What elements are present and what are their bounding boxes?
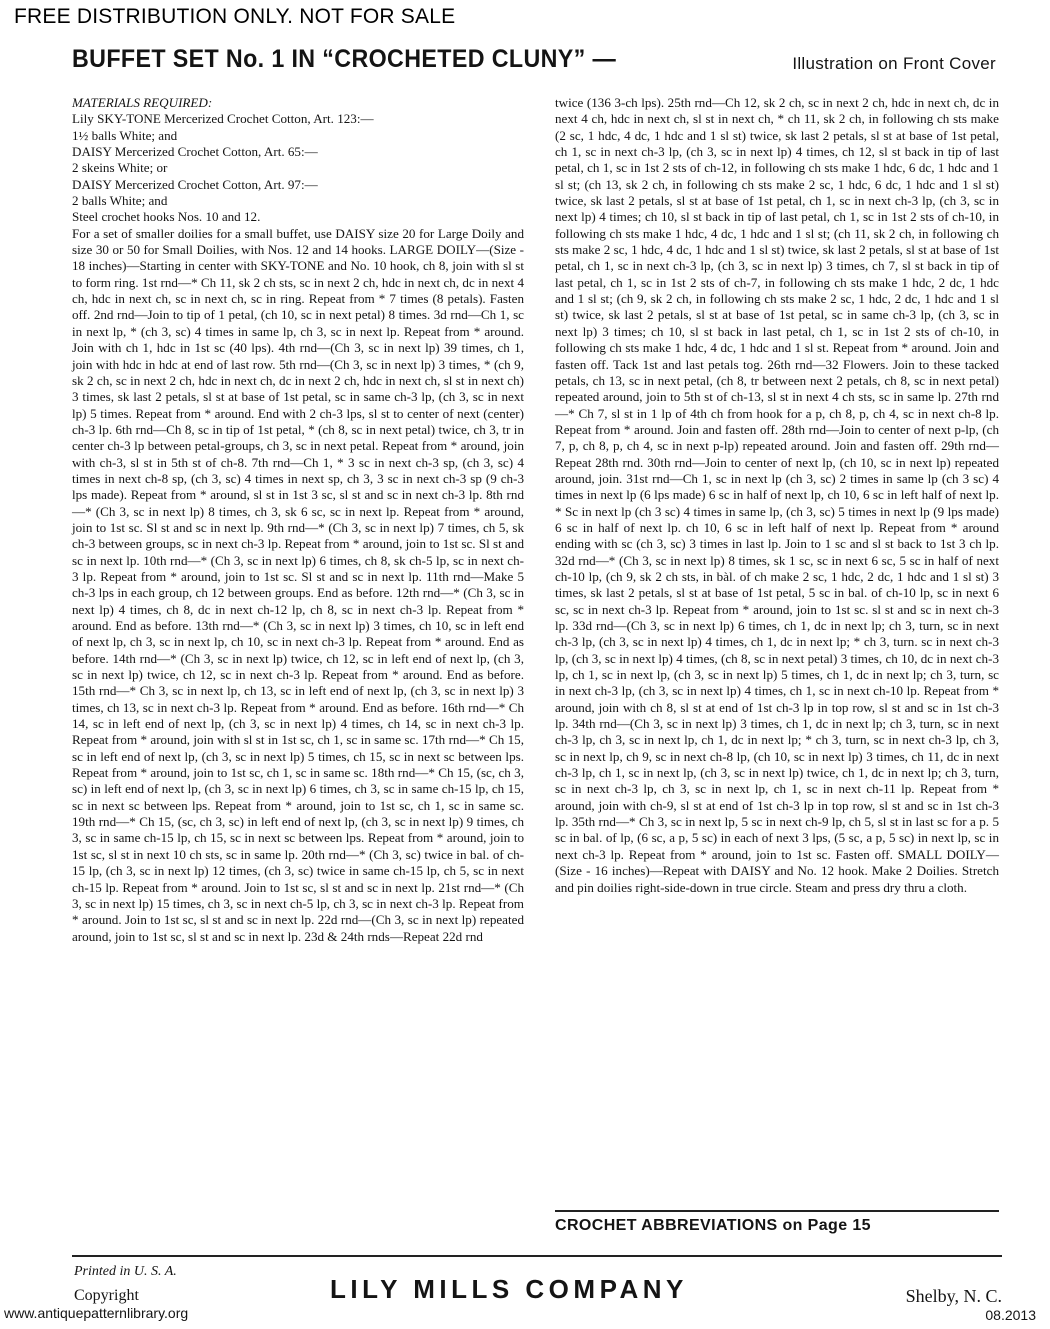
cover-note: Illustration on Front Cover [792, 54, 996, 73]
right-instructions: twice (136 3-ch lps). 25th rnd—Ch 12, sk 2 ch, sc in next 2 ch, hdc in next ch, dc in next 4 ch, hdc in next ch, sl st in next ch, * ch 11, sk 2 ch, in following ch sts make (2 sc, 1 hdc, 4 dc, 1 hdc and 1 sl st) twice, sk last 2 petals, sl st at base of 1st petal, ch 1, sc in next ch-3 lp, (ch 3, sc in next lp) 4 times, ch 12, sl st back in tip of last petal, ch 1, sc in 1st 2 sts of ch-12, in following ch sts make 1 hdc, 6 dc, 1 hdc and 1 sl st; (ch 13, sk 2 ch, in following ch sts make 2 sc, 1 hdc, 6 dc, 1 hdc and 1 sl st) twice, sk last 2 petals, sl st at base of 1st petal, ch 1, sc in next ch-3 lp, (ch 3, sc in next lp) 4 times; ch 10, sl st back in tip of last petal, ch 1, sc in 1st 2 sts of ch-10, in following ch sts make 1 hdc, 4 dc, 1 hdc and 1 sl st; (ch 11, sk 2 ch, in following ch sts make 2 sc, 1 hdc, 4 dc, 1 hdc and 1 sl st) twice, sk last 2 petals, sl st at base of 1st petal, ch 1, sc in next ch-3 lp, (ch 3, sc in next lp) 3 times, ch 7, sl st back in tip of last petal, ch 1, sc in 1st 2 sts of ch-7, in following ch sts make 1 hdc, 2 dc, 1 hdc and 1 sl st; (ch 9, sk 2 ch, in following ch sts make 2 sc, 1 hdc, 2 dc, 1 hdc and 1 sl st) twice, sk last 2 petals, sl st at base of 1st petal, sc in same ch-3 lp, (ch 3, sc in next lp) 3 times; ch 10, sl st back in last petal, ch 1, sc in 1st 2 sts of ch-10, in following ch sts make 1 hdc, 4 dc, 1 hdc and 1 sl st. Repeat from * around. Join and fasten off. Tack 1st and last petals tog. 26th rnd—32 Flowers. Join to these tacked petals, ch 13, sc in next petal, (ch 8, tr between next 2 petals, ch 8, sc in next petal) repeated around, join to 5th st of ch-13, sl st in next 4 ch sts, sc in same lp. 27th rnd—* Ch 7, sl st in 1 lp of 4th ch from hook for a p, ch 8, p, ch 4, sc in next ch-8 lp. Repeat from * around. Join and fasten off. 28th rnd—Join to center of next p-lp, (ch 7, p, ch 8, p, ch 4, sc in next p-lp) repeated around. Join and fasten off. 29th rnd—Repeat 28th rnd. 30th rnd—Join to center of next lp, (ch 10, sc in next lp) repeated around, join. 31st rnd—Ch 1, sc in next lp (ch 3, sc) 2 times in same lp (ch 3 sc) 4 times in next lp (6 lps made) 6 sc in half of next lp, ch 10, 6 sc in left half of next lp. * Sc in next lp (ch 3 sc) 4 times in same lp, (ch 3, sc) 5 times in next lp (9 lps made) 6 sc in half of next lp. ch 10, 6 sc in left half of next lp. Repeat from * around ending with sc (ch 3, sc) 3 times in last lp. Join to 1 sc and sl st back to 1st 3 ch lp. 32d rnd—* (Ch 3, sc in next lp) 8 times, sk 1 sc, sc in next 6 sc, 5 sc in half of next ch-10 lp, (ch 9, sk 2 ch sts, in bàl. of ch make 2 sc, 1 hdc, 2 dc, 1 hdc and 1 sl st) 3 times, sk last 2 petals, sl st at base of 1st petal, 5 sc in bal. of ch-10 lp, sc in next 6 sc, sc in next ch-3 lp. Repeat from * around, join to 1st sc. sl st and sc in next ch-3 lp. 33d rnd—(Ch 3, sc in next lp) 6 times, ch 1, dc in next lp; ch 3, turn, sc in next ch-3 lp, (ch 3, sc in next lp) 4 times, ch 1, dc in next lp; * ch 3, turn. sc in next ch-3 lp, (ch 3, sc in next lp) 4 times, (ch 8, sc in next petal) 3 times, ch 10, dc in next ch-3 lp, ch 1, sc in next lp, (ch 3, sc in next lp) 5 times, ch 1, dc in next lp; ch 3, turn, sc in next ch-3 lp, (ch 3, sc in next lp) 4 times, ch 1, sc in next ch-10 lp. Repeat from * around, join with ch 8, sl st at end of 1st ch-3 lp in top row, sl st and sc in 1st ch-3 lp. 34th rnd—(Ch 3, sc in next lp) 3 times, ch 1, dc in next lp; ch 3, turn, sc in next ch-3 lp, ch 3, sc in next lp, ch 1, dc in next lp; * ch 3, turn, sc in next ch-3 lp, ch 3, sc in next lp, ch 9, sc in next ch-8 lp, (ch 10, sc in next lp) 3 times, ch 11, dc in next ch-3 lp, ch 1, sc in next lp, (ch 3, sc in next lp) twice, ch 1, dc in next lp; ch 3, turn, sc in next ch-3 lp, ch 3, sc in next lp, ch 1, sc in next ch-11 lp. Repeat from * around, join with ch-9, sl st at end of 1st ch-3 lp in top row, sl st and sc in 1st ch-3 lp. 35th rnd—* Ch 3, sc in next lp, 5 sc in next ch-9 lp, ch 5, sl st in last sc for a p. 5 sc in bal. of lp, (6 sc, a p, 5 sc) in each of next 3 lps, (5 sc, a p, 5 sc) in next lp, sc in next ch-3 lp. Repeat from * around, join to 1st sc. Fasten off. SMALL DOILY—(Size - 16 inches)—Repeat with DAISY and No. 12 hook. Make 2 Doilies. Stretch and pin doilies right-side-down in true circle. Steam and press dry thru a cloth. [555, 95, 999, 895]
footer-divider [72, 1255, 1002, 1257]
materials-line: Steel crochet hooks Nos. 10 and 12. [72, 209, 261, 225]
materials-line: 2 balls White; and [72, 193, 168, 209]
title-row [72, 45, 1002, 74]
site-url: www.antiquepatternlibrary.org [4, 1305, 189, 1321]
company-name: LILY MILLS COMPANY [330, 1274, 688, 1304]
materials-line: 1½ balls White; and [72, 127, 178, 143]
abbreviations-note: CROCHET ABBREVIATIONS on Page 15 [555, 1210, 999, 1235]
page-title: BUFFET SET No. 1 IN “CROCHETED CLUNY” — [72, 45, 617, 73]
copyright-note: Copyright [74, 1287, 139, 1304]
right-column [555, 95, 999, 896]
scan-date: 08.2013 [985, 1307, 1036, 1323]
materials-heading: MATERIALS REQUIRED: [72, 95, 213, 110]
left-instructions: For a set of smaller doilies for a small buffet, use DAISY size 20 for Large Doily and size 30 or 50 for Small Doilies, with Nos. 12 and 14 hooks. LARGE DOILY—(Size - 18 inches)—Starting in center with SKY-TONE and No. 10 hook, ch 8, join with sl st to form ring. 1st rnd—* Ch 11, sk 2 ch sts, sc in next 2 ch, hdc in next ch, dc in next 4 ch, hdc in next ch, sc in next ch, sc in ring. Repeat from * 7 times (8 petals). Fasten off. 2nd rnd—Join to tip of 1 petal, (ch 10, sc in next petal) 8 times. 3d rnd—Ch 1, sc in next lp, * (ch 3, sc) 4 times in same lp, ch 3, sc in next lp. Repeat from * around. Join with ch 1, hdc in 1st sc (40 lps). 4th rnd—(Ch 3, sc in next lp) 39 times, ch 1, join with hdc in hdc at end of last row. 5th rnd—(Ch 3, sc in next lp) 3 times, * (ch 9, sk 2 ch, sc in next 2 ch, hdc in next ch, dc in next 2 ch, hdc in next ch, sl st in next ch) 3 times, sk last 2 petals, sl st at base of 1st petal, sc in same ch-3 lp, (ch 3, sc in next lp) 5 times. Repeat from * around. End with 2 ch-3 lps, sl st to center of next (center) ch-3 lp. 6th rnd—Ch 8, sc in tip of 1st petal, * (ch 8, sc in next petal) twice, ch 3, tr in center ch-3 lp between petal-groups, ch 3, sc in next petal. Repeat from * around, join with ch-3, sl st in 5th st of ch-8. 7th rnd—Ch 1, * 3 sc in next ch-3 sp, (ch 3, sc) 4 times in next ch-8 sp, (ch 3, sc) 4 times in next sp, ch 3, 3 sc in next ch-3 sp (9 ch-3 lps made). Repeat from * around, sl st in 1st 3 sc, sl st and sc in next ch-3 lp. 8th rnd—* (Ch 3, sc in next lp) 8 times, ch 3, sk 6 sc, sc in next lp. Repeat from * around, join to 1st sc. Sl st and sc in next lp. 9th rnd—* (Ch 3, sc in next lp) 7 times, ch 5, sk ch-3 between groups, sc in next ch-3 lp. Repeat from * around, join to 1st sc. Sl st and sc in next lp. 10th rnd—* (Ch 3, sc in next lp) 6 times, ch 8, sk ch-5 lp, sc in next ch-3 lp. Repeat from * around, join to 1st sc. Sl st and sc in next lp. 11th rnd—Make 5 ch-3 lps in each group, ch 12 between groups. End as before. 12th rnd—* (Ch 3, sc in next lp) 4 times, ch 8, dc in next ch-12 lp, ch 8, sc in next ch-3 lp. Repeat from * around. End as before. 13th rnd—* (Ch 3, sc in next lp) 3 times, ch 10, sc in left end of next lp, ch 3, sc in next lp, ch 10, sc in next ch-3 lp. Repeat from * around. End as before. 14th rnd—* (Ch 3, sc in next lp) twice, ch 12, sc in left end of next lp, (ch 3, sc in next lp) twice, ch 12, sc in next ch-3 lp. Repeat from * around. End as before. 15th rnd—* Ch 3, sc in next lp, ch 13, sc in left end of next lp, (ch 3, sc in next lp) 3 times, ch 13, sc in next ch-3 lp. Repeat from * around. End as before. 16th rnd—* Ch 14, sc in left end of next lp, (ch 3, sc in next lp) 4 times, ch 14, sc in next ch-3 lp. Repeat from * around, join with sl st in 1st sc, ch 1, sc in same sc. 17th rnd—* Ch 15, sc in left end of next lp, (ch 3, sc in next lp) 5 times, ch 15, sc in next sc between lps. Repeat from * around, join to 1st sc, ch 1, sc in same sc. 18th rnd—* Ch 15, (sc, ch 3, sc) in left end of next lp, (ch 3, sc in next lp) 6 times, ch 3, sc in same ch-15 lp, ch 15, sc in next sc between lps. Repeat from * around, join to 1st sc, ch 1, sc in same sc. 19th rnd—* Ch 15, (sc, ch 3, sc) in left end of next lp, (ch 3, sc in next lp) 9 times, ch 3, sc in same ch-15 lp, ch 15, sc in next sc between lps. Repeat from * around, join to 1st sc, sl st in next 10 ch sts, sc in same lp. 20th rnd—* (Ch 3, sc) twice in bal. of ch-15 lp, (ch 3, sc in next lp) 12 times, (ch 3, sc) twice in same ch-15 lp, ch 5, sc in next ch-15 lp. Repeat from * around. Join to 1st sc, sl st and sc in next lp. 21st rnd—* (Ch 3, sc in next lp) 15 times, ch 3, sc in next ch-5 lp, ch 3, sc in next ch-3 lp. Repeat from * around. Join to 1st sc, sl st and sc in next lp. 22d rnd—(Ch 3, sc in next lp) repeated around, join to 1st sc, sl st and sc in next lp. 23d & 24th rnds—Repeat 22d rnd [72, 225, 524, 944]
left-column [72, 95, 524, 945]
materials-line: DAISY Mercerized Crochet Cotton, Art. 65:— [72, 144, 318, 160]
company-city: Shelby, N. C. [905, 1286, 1002, 1306]
distribution-banner: FREE DISTRIBUTION ONLY. NOT FOR SALE [14, 5, 456, 28]
materials-line: 2 skeins White; or [72, 160, 168, 176]
materials-line: Lily SKY-TONE Mercerized Crochet Cotton, Art. 123:— [72, 111, 374, 127]
materials-line: DAISY Mercerized Crochet Cotton, Art. 97:— [72, 176, 318, 192]
printed-in-note: Printed in U. S. A. [74, 1264, 177, 1279]
